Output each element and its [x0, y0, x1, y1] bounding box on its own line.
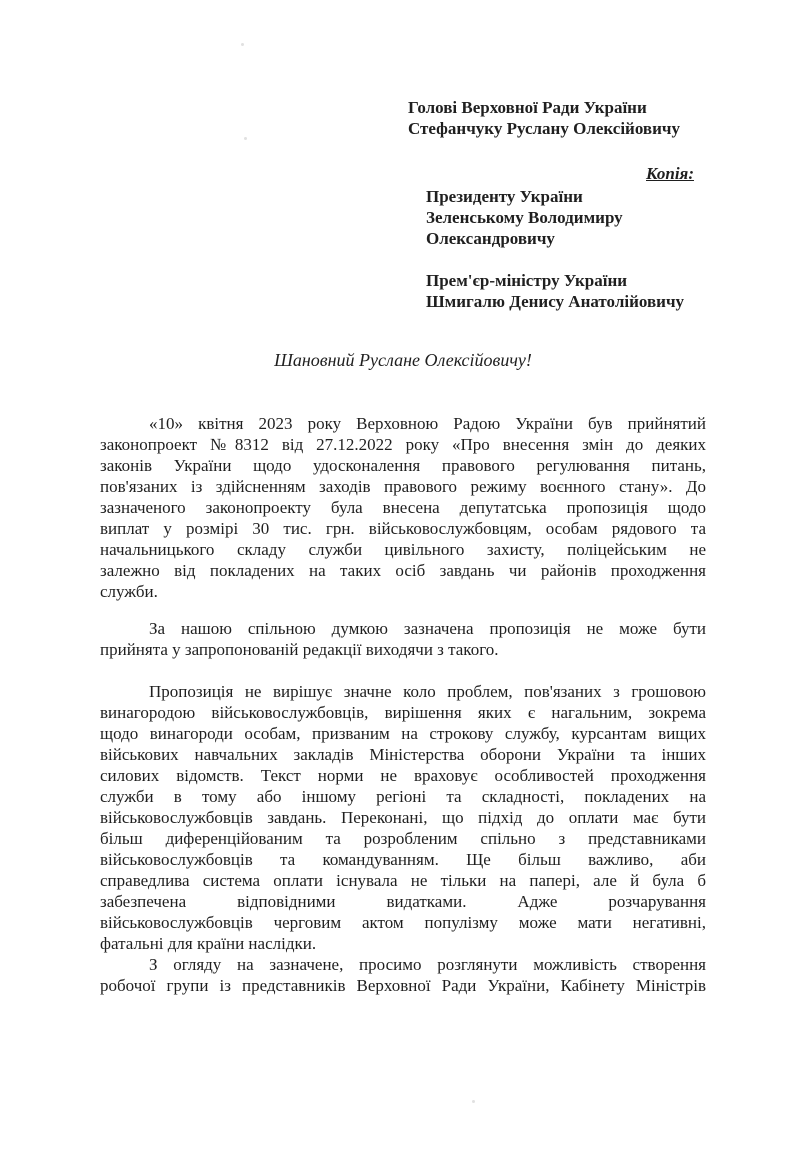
recipient-line: Президенту України — [426, 187, 583, 206]
body-line: начальницького складу служби цивільного захисту, поліцейським не — [100, 540, 706, 559]
paragraph — [100, 954, 706, 996]
body-line: прийнята у запропонованій редакції виходячи з такого. — [100, 640, 499, 659]
recipient-line: Прем'єр-міністру України — [426, 271, 628, 290]
scan-speck — [472, 1100, 475, 1103]
body-line: силових відомств. Текст норми не враховує особливостей проходження — [100, 766, 706, 785]
recipient-line: Олександровичу — [426, 229, 555, 248]
body-line: Пропозиція не вирішує значне коло проблем, пов'язаних з грошовою — [149, 682, 706, 701]
body-line: зазначеного законопроекту була внесена депутатська пропозиція щодо — [100, 498, 706, 517]
paragraph — [100, 413, 706, 602]
body-line: військовослужбовців черговим актом популізму може мати негативні, — [100, 913, 706, 932]
recipient-line: Шмигалю Денису Анатолійовичу — [426, 292, 685, 311]
body-line: військовослужбовців та командуванням. Ще більш важливо, аби — [100, 850, 706, 869]
body-line: щодо винагороди особам, призваним на строкову службу, курсантам вищих — [100, 724, 706, 743]
body-line: справедлива система оплати існувала не тільки на папері, але й була б — [100, 871, 706, 890]
body-line: винагородою військовослужбовців, вирішення яких є нагальним, зокрема — [100, 703, 706, 722]
salutation: Шановний Руслане Олексійовичу! — [274, 350, 532, 370]
body-line: пов'язаних із здійсненням заходів правового режиму воєнного стану». До — [100, 477, 706, 496]
recipient-copy-president — [426, 186, 623, 249]
recipient-line: Голові Верховної Ради України — [408, 98, 647, 117]
body-line: виплат у розмірі 30 тис. грн. військовослужбовцям, особам рядового та — [100, 519, 706, 538]
body-line: законопроект №8312 від 27.12.2022 року «Про внесення змін до деяких — [100, 435, 706, 454]
paragraph — [100, 681, 706, 954]
body-line: законів України щодо удосконалення правового регулювання питань, — [100, 456, 706, 475]
body-line: більш диференційованим та розробленим спільно з представниками — [100, 829, 706, 848]
body-line: забезпечена відповідними видатками. Адже розчарування — [100, 892, 706, 911]
scan-speck — [244, 137, 247, 140]
recipient-copy-prime-minister — [426, 270, 684, 312]
paragraph — [100, 618, 706, 660]
body-line: служби. — [100, 582, 158, 601]
body-line: служби в тому або іншому регіоні та складності, покладених на — [100, 787, 706, 806]
body-line: За нашою спільною думкою зазначена пропозиція не може бути — [149, 619, 706, 638]
body-text — [100, 413, 706, 996]
recipient-primary — [408, 97, 680, 139]
body-line: військовослужбовців завдань. Переконані, що підхід до оплати має бути — [100, 808, 706, 827]
scan-speck — [241, 43, 244, 46]
recipient-line: Зеленському Володимиру — [426, 208, 623, 227]
recipient-line: Стефанчуку Руслану Олексійовичу — [408, 119, 680, 138]
body-line: залежно від покладених на таких осіб завдань чи районів проходження — [100, 561, 706, 580]
body-line: військових навчальних закладів Міністерства оборони України та інших — [100, 745, 706, 764]
body-line: фатальні для країни наслідки. — [100, 934, 317, 953]
copy-label: Копія: — [646, 164, 694, 183]
body-line: робочої групи із представників Верховної Ради України, Кабінету Міністрів — [100, 976, 706, 995]
body-line: «10» квітня 2023 року Верховною Радою України був прийнятий — [149, 414, 706, 433]
body-line: З огляду на зазначене, просимо розглянути можливість створення — [149, 955, 706, 974]
